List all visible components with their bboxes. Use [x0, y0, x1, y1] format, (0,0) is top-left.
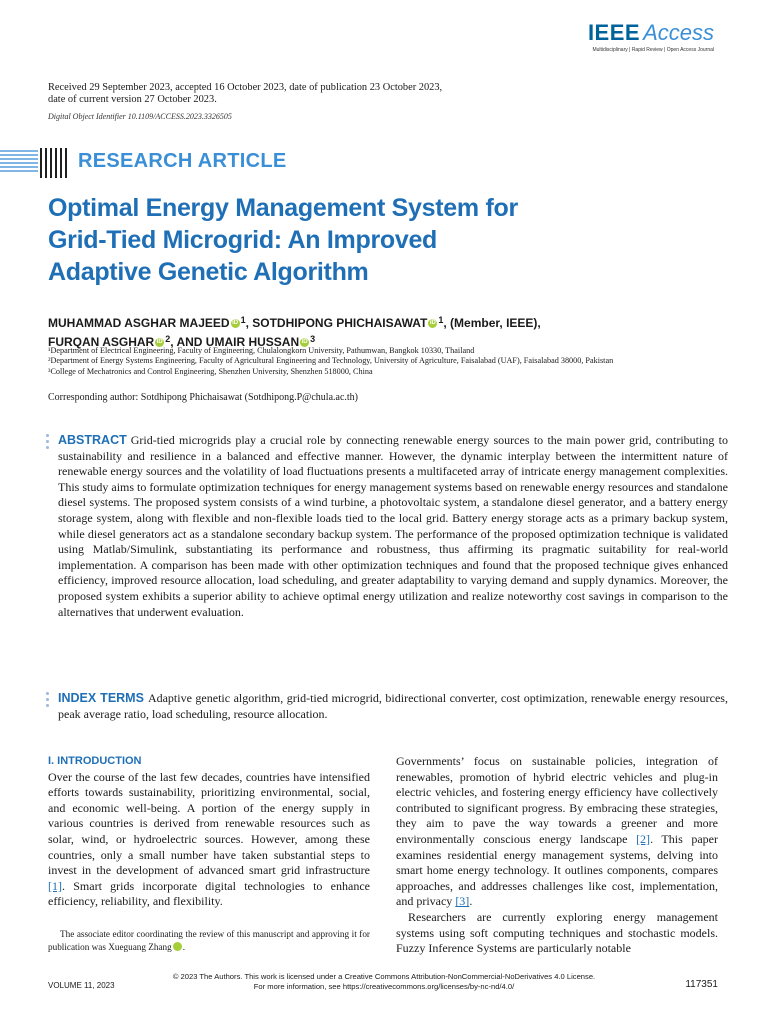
- logo-tagline: Multidisciplinary | Rapid Review | Open Access Journal: [592, 47, 714, 53]
- abstract: [58, 433, 728, 620]
- publication-dates: [48, 82, 688, 106]
- article-type-banner: [0, 148, 420, 178]
- index-terms-dots: [46, 692, 50, 710]
- abstract-label: ABSTRACT: [58, 433, 127, 447]
- citation-link[interactable]: [1]: [48, 878, 62, 893]
- title-line-1: Optimal Energy Management System for: [48, 194, 518, 222]
- logo-access: Access: [643, 20, 714, 45]
- affiliation-1: ¹Department of Electrical Engineering, Faculty of Engineering, Chulalongkorn University, Pathumwan, Bangkok 10330, Thailand: [48, 346, 475, 355]
- editor-footnote: The associate editor coordinating the review of this manuscript and approving it for publication was Xueguang Zhang iD.: [48, 929, 370, 952]
- abstract-dots: [46, 434, 50, 452]
- volume-label: VOLUME 11, 2023: [48, 981, 115, 990]
- received-line-2: date of current version 27 October 2023.: [48, 94, 217, 105]
- citation-link[interactable]: [3]: [455, 894, 470, 909]
- index-terms-text: Adaptive genetic algorithm, grid-tied microgrid, bidirectional converter, cost optimization, renewable energy resources, peak average ratio, load scheduling, resource allocation.: [58, 691, 728, 721]
- corresponding-author: Corresponding author: Sotdhipong Phichaisawat (Sotdhipong.P@chula.ac.th): [48, 392, 359, 403]
- license-line-1: © 2023 The Authors. This work is licensed under a Creative Commons Attribution-NonCommercial-NoDerivatives 4.0 License.: [172, 972, 596, 981]
- received-line-1: Received 29 September 2023, accepted 16 October 2023, date of publication 23 October 2023,: [48, 82, 443, 93]
- logo-ieee: IEEE: [587, 20, 641, 45]
- author-3: FURQAN ASGHAR: [48, 335, 155, 349]
- article-type-label: RESEARCH ARTICLE: [78, 150, 287, 172]
- banner-stripes: [0, 150, 38, 174]
- section-heading-introduction: I. INTRODUCTION: [48, 755, 142, 767]
- license-notice: [150, 972, 618, 992]
- affiliation-3: ³College of Mechatronics and Control Engineering, Shenzhen University, Shenzhen 518000, China: [48, 366, 373, 376]
- orcid-icon[interactable]: iD: [232, 320, 239, 326]
- index-terms-label: INDEX TERMS: [58, 691, 144, 705]
- intro-paragraph-1: Over the course of the last few decades, countries have intensified efforts towards sustainability, prioritizing environmental, social, and economic well-being. A portion of the energy supply in various countries is derived from renewable resources such as solar, wind, or hydroelectric sources. However, among these countries, only a small number have taken substantial steps to invest in the development of advanced smart grid infrastructure [1]. Smart grids incorporate digital technologies to enhance efficiency, reliability, and flexibility.: [48, 769, 370, 909]
- doi: Digital Object Identifier 10.1109/ACCESS.2023.3326505: [48, 112, 232, 121]
- author-list: MUHAMMAD ASGHAR MAJEED iD $^1$, SOTDHIPONG PHICHAISAWAT iD $^1$, (Member, IEEE), FURQAN ASGHAR iD $^2$, AND UMAIR HUSSAN iD $^3$: [48, 315, 541, 349]
- abstract-text: Grid-tied microgrids play a crucial role by connecting renewable energy sources to the main power grid, contributing to sustainability and resilience in a balanced and effective manner. However, the dynamic interplay between the intermittent nature of renewable energy sources and the volatility of load fluctuations presents a multifaceted array of intricate energy management complexities. This study aims to formulate optimization techniques for energy management systems based on renewable energy resources and standalone diesel systems. The proposed system consists of a wind turbine, a photovoltaic system, a standalone diesel generator, and a battery energy storage system, along with flexible and non-flexible loads tied to the local grid. Battery energy storage acts as a primary backup system, while diesel generators act as a standalone secondary backup system. The performance of the proposed optimization technique is validated using Matlab/Simulink, substantiating its performance and robustness, thus affirming its pragmatic suitability for real-world implementation. A comparison has been made with other optimization techniques and found that the proposed technique gives enhanced efficiency, improved resource allocation, load scheduling, and greater adaptability to varying demand and supply dynamics. Moreover, the proposed system exhibits a superior ability to achieve optimal energy utilization and realize noteworthy cost savings in comparison to the alternatives that underwent evaluation.: [58, 433, 728, 619]
- orcid-icon[interactable]: iD: [429, 320, 436, 326]
- author-1: MUHAMMAD ASGHAR MAJEED: [48, 316, 230, 330]
- license-line-2[interactable]: For more information, see https://creativecommons.org/licenses/by-nc-nd/4.0/: [253, 982, 515, 991]
- affiliations: [48, 346, 668, 377]
- orcid-icon[interactable]: iD: [156, 339, 163, 345]
- author-2-note: , (Member, IEEE),: [443, 316, 541, 330]
- title-line-2: Grid-Tied Microgrid: An Improved: [48, 226, 438, 254]
- author-2: , SOTDHIPONG PHICHAISAWAT: [245, 316, 428, 330]
- intro-paragraph-2: Governments’ focus on sustainable policies, integration of renewables, promotion of hybrid electric vehicles and plug-in electric vehicles, and fostering energy efficiency have collectively contributed to significant progress. By embracing these strategies, they aim to pave the way towards a greener and more environmentally conscious energy landscape [2]. This paper examines residential energy management systems, delving into smart home energy technology. It outlines components, compares approaches, and addresses challenges like cost, implementation, and privacy [3].: [396, 754, 718, 909]
- citation-link[interactable]: [2]: [636, 831, 651, 846]
- author-4: , AND UMAIR HUSSAN: [170, 335, 300, 349]
- journal-logo: [588, 22, 714, 53]
- index-terms: [58, 691, 728, 722]
- banner-bars: [40, 148, 68, 178]
- orcid-icon[interactable]: iD: [173, 942, 182, 951]
- title-line-3: Adaptive Genetic Algorithm: [48, 258, 369, 286]
- orcid-icon[interactable]: iD: [301, 339, 308, 345]
- affiliation-2: ²Department of Energy Systems Engineering, Faculty of Agricultural Engineering and Technology, University of Agriculture, Faisalabad (UAF), Faisalabad 38000, Pakistan: [48, 356, 614, 366]
- paper-title: [48, 192, 648, 288]
- intro-paragraph-3: Researchers are currently exploring energy management systems using soft computing techniques and stochastic models. Fuzzy Inference Systems are particularly notable: [396, 909, 718, 956]
- body-column-right: [396, 754, 718, 957]
- page-number: 117351: [685, 979, 718, 990]
- body-column-left: [48, 754, 370, 910]
